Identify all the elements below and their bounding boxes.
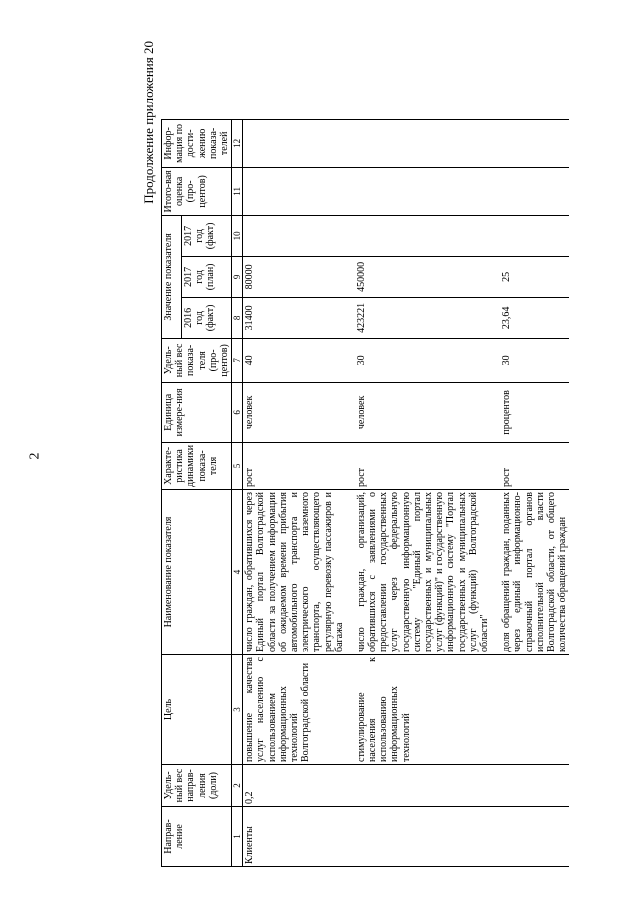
header-indicator-name: Наименование показателя — [162, 490, 232, 655]
col-number: 1 — [232, 807, 243, 867]
indicator-cell: доля обращений граждан, поданных через единый информационно-справочный портал органов исполнительной власти Волгоградской области, от общего количества обращений граждан — [491, 490, 569, 655]
value-2017-plan-cell: 450000 — [346, 256, 491, 297]
indicator-weight-cell: 30 — [346, 338, 491, 382]
value-2017-fact-cell — [346, 215, 491, 256]
header-row — [162, 119, 182, 866]
dynamics-cell: рост — [243, 442, 346, 489]
header-goal: Цель — [162, 655, 232, 765]
header-indicator-weight: Удель-ный вес показа-теля (про-центов) — [162, 338, 232, 382]
header-info: Инфор-мация по дости-жению показа-телей — [162, 119, 232, 167]
unit-cell: процентов — [491, 382, 569, 442]
unit-cell: человек — [243, 382, 346, 442]
continuation-label: Продолжение приложения 20 — [141, 41, 156, 204]
header-2016: 2016 год (факт) — [181, 297, 232, 338]
col-number: 5 — [232, 442, 243, 489]
col-number: 3 — [232, 655, 243, 765]
indicators-table — [161, 119, 569, 867]
value-2016-cell: 31400 — [243, 297, 346, 338]
goal-cell: повышение качества услуг населению с использованием информационных технологий Волгоградской области — [243, 655, 346, 765]
page-number: 2 — [27, 452, 43, 460]
indicator-weight-cell: 30 — [491, 338, 569, 382]
col-number: 12 — [232, 119, 243, 167]
header-final-score: Итого-вая оценка (про-центов) — [162, 167, 232, 215]
col-number: 7 — [232, 338, 243, 382]
header-2017-fact: 2017 год (факт) — [181, 215, 232, 256]
header-values-group: Значение показателя — [162, 215, 182, 338]
header-direction-weight: Удель-ный вес направ-ления (доли) — [162, 765, 232, 807]
header-unit: Единица измере-ния — [162, 382, 232, 442]
direction-cell — [491, 807, 569, 867]
landscape-sheet — [135, 35, 635, 875]
col-number: 10 — [232, 215, 243, 256]
col-number: 2 — [232, 765, 243, 807]
column-number-row — [232, 119, 243, 866]
col-number: 4 — [232, 490, 243, 655]
table-row — [243, 119, 346, 866]
header-2017-plan: 2017 год (план) — [181, 256, 232, 297]
dynamics-cell: рост — [346, 442, 491, 489]
table-row — [491, 119, 569, 866]
table-row — [346, 119, 491, 866]
header-dynamics: Характе-ристика динамики показа-теля — [162, 442, 232, 489]
final-score-cell — [243, 167, 346, 215]
indicator-cell: число граждан, организаций, обратившихся с заявлениями о предоставлении государственных услуг через федеральную государственную информационную систему "Единый портал государственных и муниципальных услуг (функций)" и государственную информационную систему "Портал государственных и муниципальных услуг (функций) Волгоградской области" — [346, 490, 491, 655]
value-2017-fact-cell — [491, 215, 569, 256]
goal-cell: стимулирование населения к использованию информационных технологий — [346, 655, 491, 765]
direction-cell — [346, 807, 491, 867]
dynamics-cell: рост — [491, 442, 569, 489]
unit-cell: человек — [346, 382, 491, 442]
info-cell — [491, 119, 569, 167]
info-cell — [243, 119, 346, 167]
weight-cell: 0,2 — [243, 765, 346, 807]
direction-cell: Клиенты — [243, 807, 346, 867]
col-number: 8 — [232, 297, 243, 338]
header-direction: Направ-ление — [162, 807, 232, 867]
value-2016-cell: 423221 — [346, 297, 491, 338]
weight-cell — [346, 765, 491, 807]
value-2017-plan-cell: 80000 — [243, 256, 346, 297]
final-score-cell — [491, 167, 569, 215]
value-2017-plan-cell: 25 — [491, 256, 569, 297]
indicator-cell: число граждан, обратившихся через Единый портал Волгоградской области за получением информации об ожидаемом времени прибытия автомобильного транспорта и электрического наземного транспорта, осуществляющего регулярную перевозку пассажиров и багажа — [243, 490, 346, 655]
col-number: 9 — [232, 256, 243, 297]
goal-cell — [491, 655, 569, 765]
value-2016-cell: 23,64 — [491, 297, 569, 338]
info-cell — [346, 119, 491, 167]
final-score-cell — [346, 167, 491, 215]
value-2017-fact-cell — [243, 215, 346, 256]
weight-cell — [491, 765, 569, 807]
col-number: 11 — [232, 167, 243, 215]
indicator-weight-cell: 40 — [243, 338, 346, 382]
col-number: 6 — [232, 382, 243, 442]
